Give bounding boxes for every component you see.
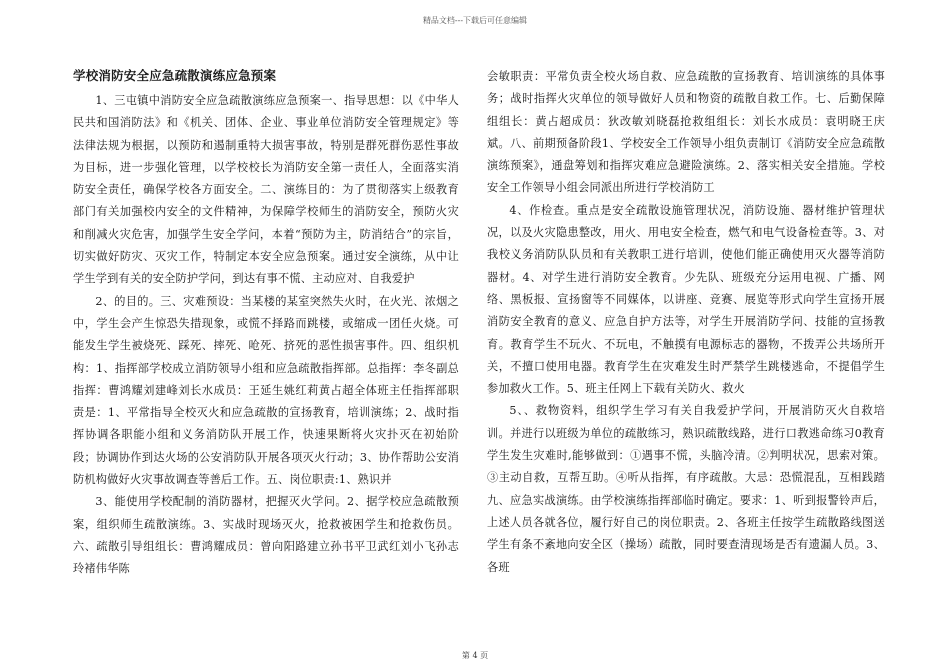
page-number: 第 4 页 xyxy=(461,651,489,660)
paragraph: 3、能使用学校配制的消防器材，把握灭火学问。2、据学校应急疏散预案，组织师生疏散演练。3、实战时现场灭火，抢救被困学生和抢救伤员。六、疏散引导组组长：曹鸿耀成员：曾向阳路建立孙书平卫武红刘小飞孙志玲褚伟华陈 xyxy=(73,495,459,576)
paragraph: 5、、救物资料，组织学生学习有关自我爱护学问，开展消防灭火自救培训。并进行以班级为单位的疏散练习，熟识疏散线路，进行口教逃命练习0教育学生发生灾难时,能够做到：①遇事不慌，头脑冷清。②判明状况，思索对策。③主动自救，互帮互助。④听从指挥，有序疏散。大忌：恐慌混乱，互相践踏九、应急实战演练。由学校演练指挥部临时确定。要求：1、听到报警铃声后，上述人员各就各位，履行好自己的岗位职责。2、各班主任按学生疏散路线图送学生有条不紊地向安全区（操场）疏散，同时要查清现场是否有遗漏人员。3、各班 xyxy=(487,404,885,574)
paragraph: 4、作检查。重点是安全疏散设施管理状况，消防设施、器材维护管理状况，以及火灾隐患整改，用火、用电安全检查，燃气和电气设备检查等。3、对我校义务消防队队员和有关教职工进行培训，使他们能正确使用灭火器等消防器材。4、对学生进行消防安全教育。少先队、班级充分运用电视、广播、网络、黑板报、宣扬窗等不同媒体，以讲座、竞赛、展览等形式向学生宣扬开展消防安全教育的意义、应急自护方法等，对学生开展消防学问、技能的宣扬教育。教育学生不玩火、不玩电，不触摸有电源标志的器物，不拨弄公共场所开关，不擅口使用电器。教育学生在灾难发生时严禁学生跳楼逃命，不提倡学生参加救火工作。5、班主任网上下载有关防火、救火 xyxy=(487,203,885,396)
paragraph: 2、的目的。三、灾难预设：当某楼的某室突然失火时，在火光、浓烟之中，学生会产生惊恐失措现象，或慌不择路而跳楼，或缩成一团任火烧。可能发生学生被烧死、踩死、摔死、呛死、挤死的恶性损害事件。四、组织机构：1、指挥部学校成立消防领导小组和应急疏散指挥部。总指挥：李冬副总指挥：曹鸿耀刘建峰刘长水成员：王延生姚红莉黄占超全体班主任指挥部职责是：1、平常指导全校灭火和应急疏散的宣扬教育，培训演练；2、战时指挥协调各职能小组和义务消防队开展工作，快速果断将火灾扑灭在初始阶段；协调协作到达火场的公安消防队开展各项灭火行动；3、协作帮助公安消防机构做好火灾事故调查等善后工作。五、岗位职责:1、熟识并 xyxy=(73,294,459,487)
right-column xyxy=(487,66,885,579)
paragraph: 会敏职责：平常负责全校火场自救、应急疏散的宣扬教育、培训演练的具体事务；战时指挥火灾单位的领导做好人员和物资的疏散自救工作。七、后勤保障组组长：黄占超成员：狄改敏刘晓磊抢救组组长：刘长水成员：袁明晓王庆斌。八、前期预备阶段1、学校安全工作领导小组负责制订《消防安全应急疏散演练预案》，通盘筹划和指挥灾难应急避险演练。2、落实相关安全措施。学校安全工作领导小组会同派出所进行学校消防工 xyxy=(487,70,885,195)
document-title: 学校消防安全应急疏散演练应急预案 xyxy=(73,68,277,83)
document-header-note: 精品文档---下载后可任意编辑 xyxy=(422,16,528,25)
left-column xyxy=(73,66,459,581)
paragraph: 1、三屯镇中消防安全应急疏散演练应急预案一、指导思想：以《中华人民共和国消防法》和《机关、团体、企业、事业单位消防安全管理规定》等法律法规为根据，以预防和遏制重特大损害事故，特别是群死群伤恶性事故为目标，进一步强化管理，以学校校长为消防安全第一责任人，全面落实消防安全责任，确保学校各方面安全。二、演练目的：为了贯彻落实上级教育部门有关加强校内安全的文件精神，为保障学校师生的消防安全，预防火灾和削减火灾危害，加强学生安全学问，本着“预防为主，防消结合”的宗旨，切实做好防灾、灭灾工作，特制定本安全应急预案。通过安全演练，从中让学生学到有关的安全防护学问，到达有事不慌、主动应对、自我爱护 xyxy=(73,94,459,286)
